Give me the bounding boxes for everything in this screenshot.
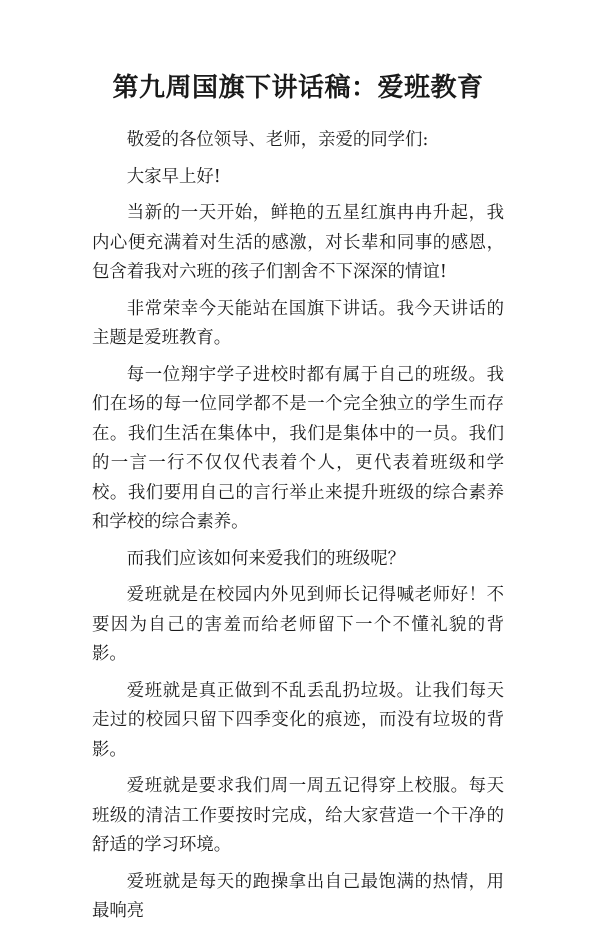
paragraph-class-belonging: 每一位翔宇学子进校时都有属于自己的班级。我们在场的每一位同学都不是一个完全独立的学生而存在。我们生活在集体中，我们是集体中的一员。我们的一言一行不仅仅代表着个人，更代表着班级和学校。我们要用自己的言行举止来提升班级的综合素养和学校的综合素养。 <box>92 364 504 532</box>
paragraph-greeting: 敬爱的各位领导、老师，亲爱的同学们: <box>126 130 429 150</box>
paragraph-uniform-cleaning: 爱班就是要求我们周一周五记得穿上校服。每天班级的清洁工作要按时完成，给大家营造一个干净的舒适的学习环境。 <box>92 776 504 855</box>
document-body <box>92 126 504 927</box>
paragraph-topic: 非常荣幸今天能站在国旗下讲话。我今天讲话的主题是爱班教育。 <box>92 298 504 348</box>
paragraph-question: 而我们应该如何来爱我们的班级呢？ <box>126 548 406 569</box>
paragraph-flag-raising: 当新的一天开始，鲜艳的五星红旗冉冉升起，我内心便充满着对生活的感激，对长辈和同事的感恩，包含着我对六班的孩子们割舍不下深深的情谊! <box>92 203 504 282</box>
paragraph-good-morning: 大家早上好! <box>126 166 221 187</box>
paragraph-running-exercise: 爱班就是每天的跑操拿出自己最饱满的热情，用最响亮 <box>92 871 504 921</box>
paragraph-greet-teachers: 爱班就是在校园内外见到师长记得喊老师好！不要因为自己的害羞而给老师留下一个不懂礼貌的背影。 <box>92 585 504 664</box>
paragraph-no-littering: 爱班就是真正做到不乱丢乱扔垃圾。让我们每天走过的校园只留下四季变化的痕迹，而没有垃圾的背影。 <box>92 680 504 760</box>
document-title: 第九周国旗下讲话稿：爱班教育 <box>112 73 484 103</box>
